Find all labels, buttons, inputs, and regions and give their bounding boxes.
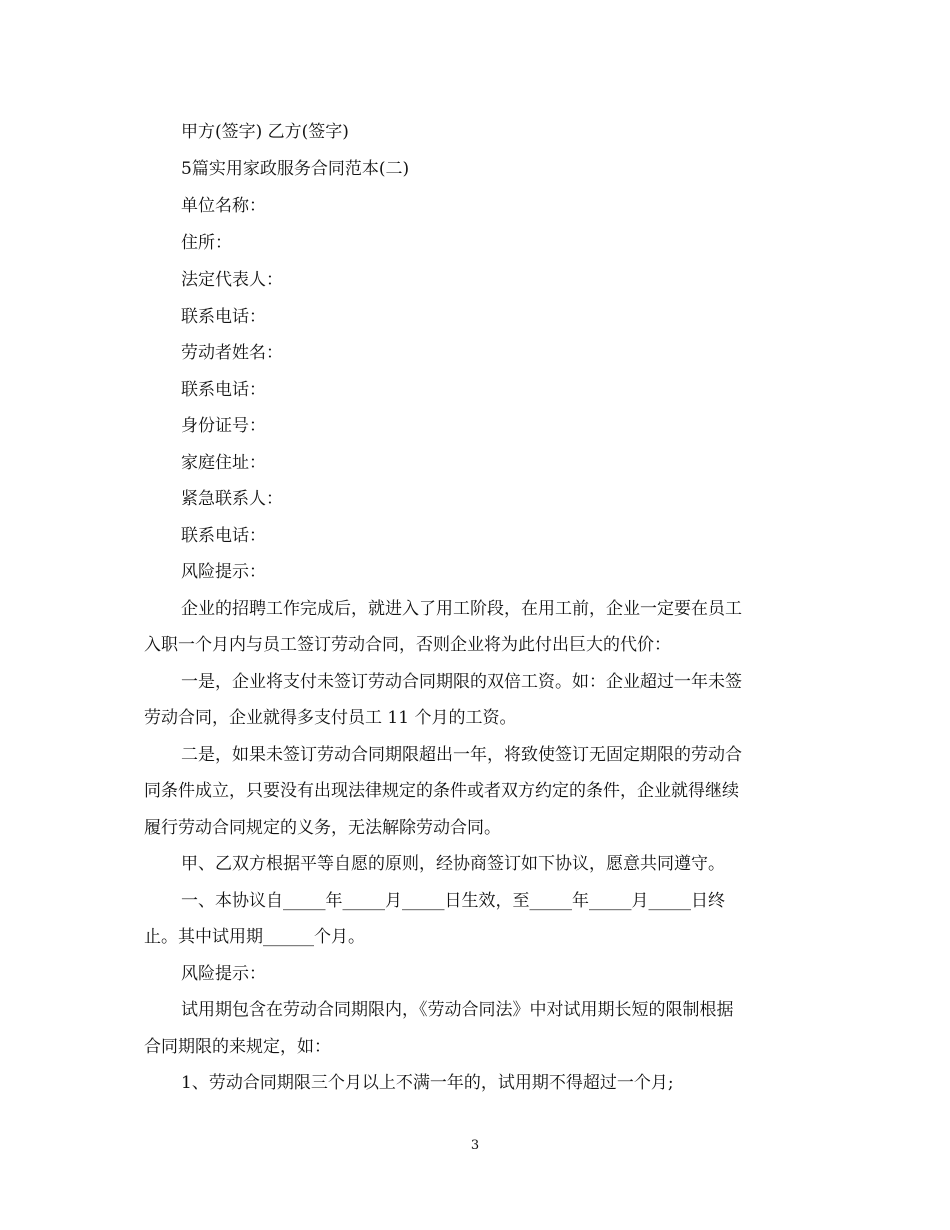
risk-notice-heading: 风险提示： — [181, 562, 266, 582]
risk-notice-heading: 风险提示： — [181, 964, 266, 984]
field-emergency-contact: 紧急联系人： — [181, 489, 283, 509]
paragraph-line: 1、劳动合同期限三个月以上不满一年的，试用期不得超过一个月; — [181, 1073, 674, 1093]
paragraph-line: 劳动合同，企业就得多支付员工 11 个月的工资。 — [144, 708, 517, 728]
field-address: 住所： — [181, 233, 232, 253]
paragraph-line: 企业的招聘工作完成后，就进入了用工阶段，在用工前，企业一定要在员工 — [181, 599, 742, 619]
section-title: 5篇实用家政服务合同范本(二) — [181, 159, 410, 179]
paragraph-line: 一是，企业将支付未签订劳动合同期限的双倍工资。如：企业超过一年未签 — [181, 672, 742, 692]
paragraph-line: 同条件成立，只要没有出现法律规定的条件或者双方约定的条件，企业就得继续 — [144, 781, 739, 801]
paragraph-line: 合同期限的来规定，如： — [144, 1037, 331, 1057]
field-unit-name: 单位名称： — [181, 196, 266, 216]
page-number: 3 — [470, 1138, 480, 1153]
field-legal-representative: 法定代表人： — [181, 270, 283, 290]
paragraph-line: 入职一个月内与员工签订劳动合同，否则企业将为此付出巨大的代价： — [144, 635, 671, 655]
field-id-number: 身份证号： — [181, 416, 266, 436]
paragraph-line: 试用期包含在劳动合同期限内，《劳动合同法》中对试用期长短的限制根据 — [181, 1000, 734, 1020]
field-worker-name: 劳动者姓名： — [181, 343, 283, 363]
field-home-address: 家庭住址： — [181, 453, 266, 473]
paragraph-line: 二是，如果未签订劳动合同期限超出一年，将致使签订无固定期限的劳动合 — [181, 745, 742, 765]
signature-line: 甲方(签字) 乙方(签字) — [181, 122, 349, 142]
paragraph-line: 甲、乙双方根据平等自愿的原则，经协商签订如下协议，愿意共同遵守。 — [181, 854, 725, 874]
field-phone-1: 联系电话： — [181, 307, 266, 327]
paragraph-line: 止。其中试用期______个月。 — [144, 927, 365, 947]
paragraph-line: 履行劳动合同规定的义务，无法解除劳动合同。 — [144, 818, 501, 838]
field-phone-3: 联系电话： — [181, 526, 266, 546]
paragraph-line: 一、本协议自_____年_____月_____日生效，至_____年_____月_____日终 — [181, 891, 725, 911]
field-phone-2: 联系电话： — [181, 380, 266, 400]
